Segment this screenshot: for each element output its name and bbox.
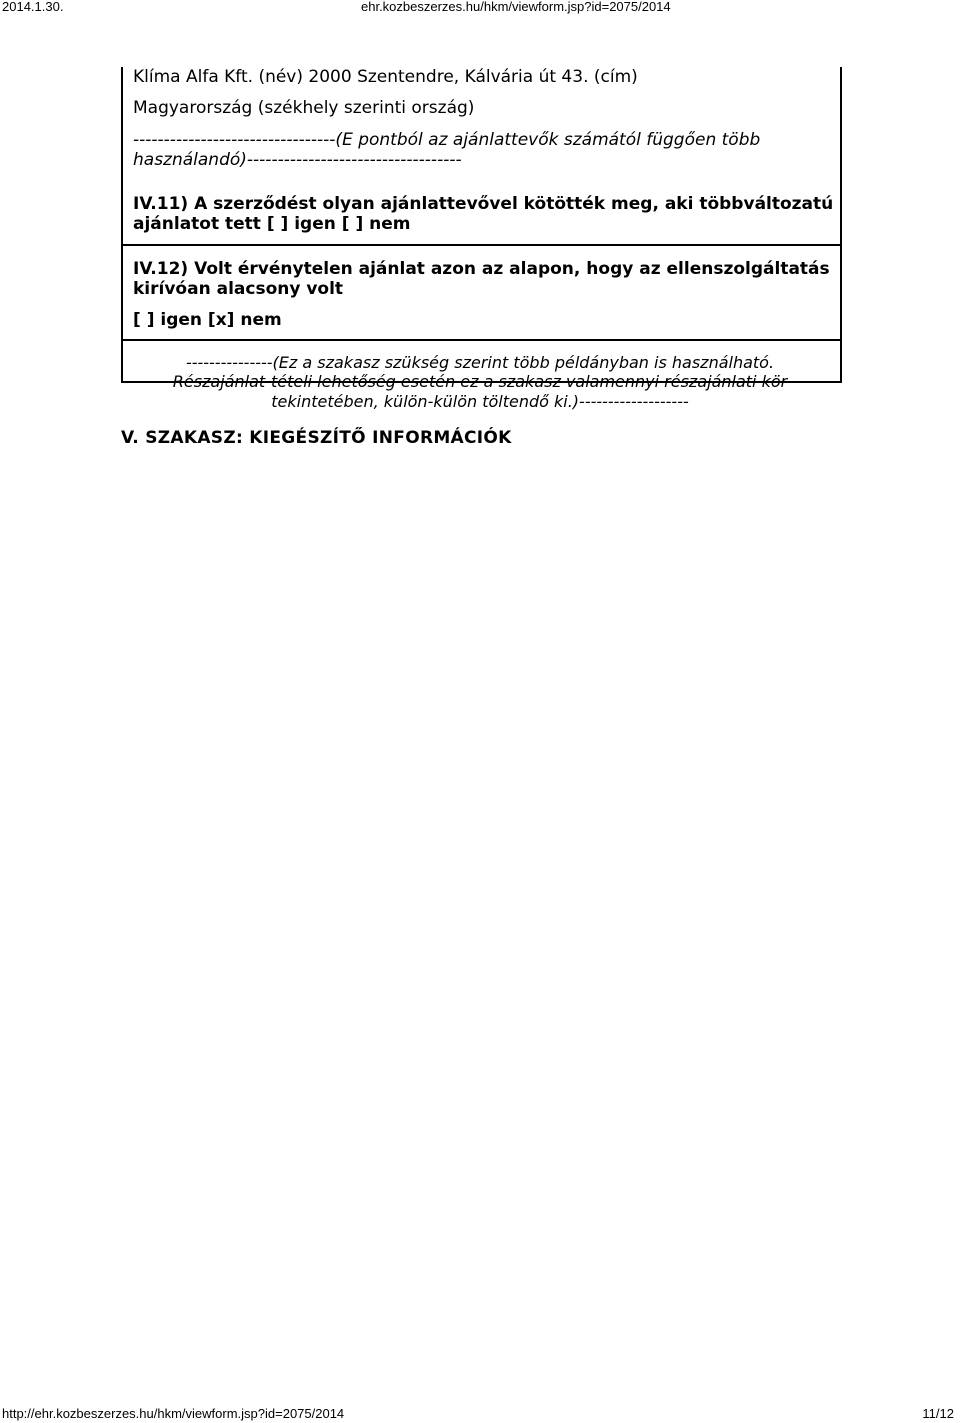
section-v-title: V. SZAKASZ: KIEGÉSZÍTŐ INFORMÁCIÓK [121, 428, 512, 448]
contractor-note-line2: használandó)----------------------------------- [133, 150, 462, 170]
item-iv-12-answer: [ ] igen [x] nem [133, 310, 282, 330]
item-iv-12-line1: IV.12) Volt érvénytelen ajánlat azon az alapon, hogy az ellenszolgáltatás [133, 259, 830, 279]
print-header-url: ehr.kozbeszerzes.hu/hkm/viewform.jsp?id=2075/2014 [361, 0, 671, 14]
print-footer-url: http://ehr.kozbeszerzes.hu/hkm/viewform.jsp?id=2075/2014 [2, 1406, 345, 1421]
section-usage-note-line3: tekintetében, külön-külön töltendő ki.)------------------- [271, 392, 689, 411]
page-number: 11/12 [922, 1406, 954, 1421]
contractor-note-line1: ---------------------------------(E pontból az ajánlattevők számától függően több [133, 130, 761, 150]
section-divider [123, 244, 840, 246]
print-header [0, 0, 960, 16]
item-iv-11-line2: ajánlatot tett [ ] igen [ ] nem [133, 214, 411, 234]
contractor-country: Magyarország (székhely szerinti ország) [133, 98, 475, 118]
contractor-name-address: Klíma Alfa Kft. (név) 2000 Szentendre, Kálvária út 43. (cím) [133, 67, 638, 87]
item-iv-11-line1: IV.11) A szerződést olyan ajánlattevővel kötötték meg, aki többváltozatú [133, 194, 834, 214]
section-usage-note-line2: Részajánlat-tételi lehetőség esetén ez a szakasz valamennyi részajánlati kör [172, 372, 788, 391]
item-iv-12-line2: kirívóan alacsony volt [133, 279, 344, 299]
print-date: 2014.1.30. [2, 0, 64, 14]
section-usage-note-line1: ---------------(Ez a szakasz szükség szerint több példányban is használható. [185, 353, 775, 372]
section-divider [123, 339, 840, 341]
print-footer [0, 1407, 960, 1423]
